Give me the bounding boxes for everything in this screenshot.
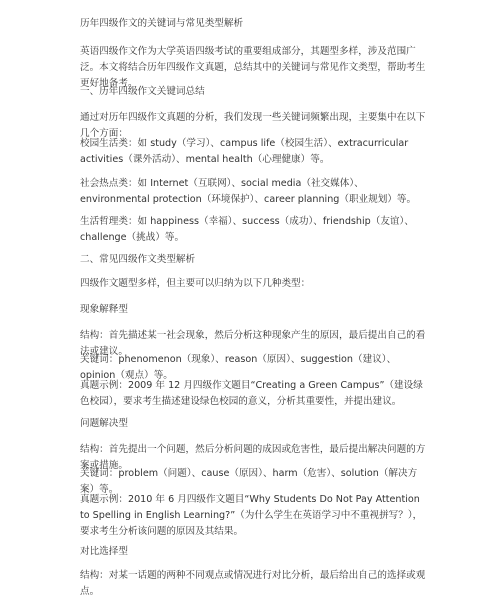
type1-structure: 结构：首先描述某一社会现象，然后分析这种现象产生的原因，最后提出自己的看法或建议。 bbox=[80, 330, 426, 357]
section2-lead: 四级作文题型多样，但主要可以归纳为以下几种类型： bbox=[80, 278, 311, 289]
type3-structure: 结构：对某一话题的两种不同观点或情况进行对比分析，最后给出自己的选择或观点。 bbox=[80, 570, 426, 597]
keyword-campus: 校园生活类：如 study（学习）、campus life（校园生活）、extracurricular activities（课外活动）、mental health（心理健康）等。 bbox=[80, 138, 409, 165]
keyword-life: 生活哲理类：如 happiness（幸福）、success（成功）、friendship（友谊）、challenge（挑战）等。 bbox=[80, 216, 414, 243]
type1-keywords: 关键词：phenomenon（现象）、reason（原因）、suggestion（建议）、opinion（观点）等。 bbox=[80, 354, 397, 381]
type3-name: 对比选择型 bbox=[80, 546, 128, 557]
type2-keywords: 关键词：problem（问题）、cause（原因）、harm（危害）、solution（解决方案）等。 bbox=[80, 468, 418, 495]
type1-example: 真题示例：2009 年 12 月四级作文题目“Creating a Green Campus”（建设绿色校园），要求考生描述建设绿色校园的意义，分析其重要性，并提出建议。 bbox=[80, 380, 423, 407]
keyword-social: 社会热点类：如 Internet（互联网）、social media（社交媒体）、environmental protection（环境保护）、career planning（职业规划）等。 bbox=[80, 178, 417, 205]
type1-name: 现象解释型 bbox=[80, 304, 128, 315]
section2-heading: 二、常见四级作文类型解析 bbox=[80, 254, 196, 265]
section1-heading: 一、历年四级作文关键词总结 bbox=[80, 86, 205, 97]
document-title: 历年四级作文的关键词与常见类型解析 bbox=[80, 18, 244, 29]
intro-paragraph: 英语四级作文作为大学英语四级考试的重要组成部分，其题型多样，涉及范围广泛。本文将结合历年四级作文真题，总结其中的关键词与常见作文类型，帮助考生更好地备考。 bbox=[80, 46, 426, 89]
type2-name: 问题解决型 bbox=[80, 418, 128, 429]
type2-example: 真题示例：2010 年 6 月四级作文题目“Why Students Do Not Pay Attention to Spelling in English Learning?”（为什么学生在英语学习中不重视拼写？），要求考生分析该问题的原因及其结果。 bbox=[80, 494, 423, 537]
section1-lead: 通过对历年四级作文真题的分析，我们发现一些关键词频繁出现，主要集中在以下几个方面： bbox=[80, 112, 426, 139]
type2-structure: 结构：首先提出一个问题，然后分析问题的成因或危害性，最后提出解决问题的方案或措施。 bbox=[80, 444, 426, 471]
